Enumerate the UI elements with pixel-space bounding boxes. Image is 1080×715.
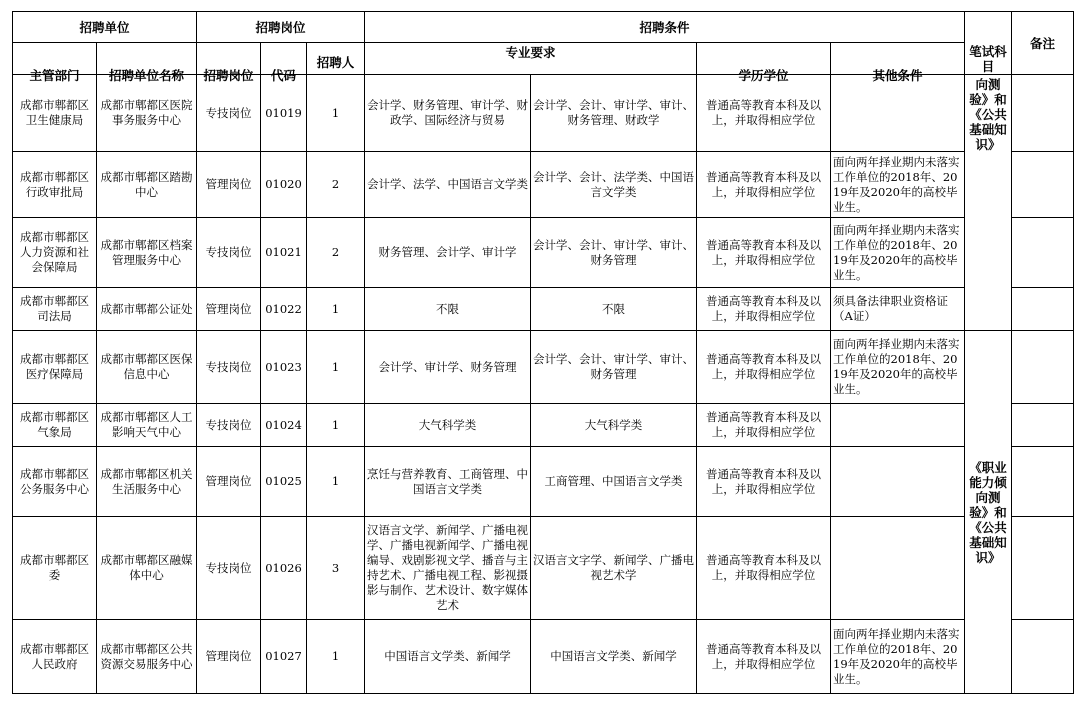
competent-dept-cell: 成都市郫都区委 [13,517,97,620]
unit-name-cell: 成都市郫都区医保信息中心 [97,331,197,404]
written-exam-text-b: 《职业能力倾向测验》和《公共基础知识》 [969,459,1007,565]
header-written-exam-text: 笔试科目 [969,44,1007,74]
header-num: 招聘人 [307,43,365,75]
header-competent-dept: 主管部门 [29,68,80,83]
table-row [13,152,1074,218]
remark-cell [1012,152,1074,218]
post-cell: 专技岗位 [197,218,261,288]
other-cond-cell: 面向两年择业期内未落实工作单位的2018年、2019年及2020年的高校毕业生。 [831,152,965,218]
table-row [13,620,1074,694]
header-major-req: 专业要求 [365,43,697,75]
header-condition-group: 招聘条件 [365,12,965,43]
code-cell: 01023 [261,331,307,404]
education-cell: 普通高等教育本科及以上，并取得相应学位 [697,218,831,288]
major-undergrad-cell: 会计学、法学、中国语言文学类 [365,152,531,218]
competent-dept-cell: 成都市郫都区人民政府 [13,620,97,694]
recruitment-table [12,11,1074,694]
written-exam-cell-b [965,331,1012,694]
num-cell: 1 [307,75,365,152]
major-grad-cell: 中国语言文学类、新闻学 [531,620,697,694]
remark-cell [1012,404,1074,447]
education-cell: 普通高等教育本科及以上，并取得相应学位 [697,517,831,620]
remark-cell [1012,75,1074,152]
header-written-exam [965,12,1012,75]
header-unit-name: 招聘单位名称 [109,68,185,83]
education-cell: 普通高等教育本科及以上，并取得相应学位 [697,152,831,218]
header-post: 招聘岗位 [203,68,254,83]
num-cell: 1 [307,331,365,404]
num-cell: 2 [307,218,365,288]
other-cond-cell [831,447,965,517]
unit-name-cell: 成都市郫都区公共资源交易服务中心 [97,620,197,694]
competent-dept-cell: 成都市郫都区司法局 [13,288,97,331]
num-cell: 1 [307,404,365,447]
post-cell: 管理岗位 [197,152,261,218]
table-row [13,288,1074,331]
major-undergrad-cell: 中国语言文学类、新闻学 [365,620,531,694]
major-undergrad-cell: 不限 [365,288,531,331]
table-row [13,447,1074,517]
unit-name-cell: 成都市郫都区机关生活服务中心 [97,447,197,517]
code-cell: 01027 [261,620,307,694]
post-cell: 专技岗位 [197,75,261,152]
major-grad-cell: 会计学、会计、审计学、审计、财务管理 [531,331,697,404]
major-undergrad-cell: 大气科学类 [365,404,531,447]
num-cell: 3 [307,517,365,620]
unit-name-cell: 成都市郫都区档案管理服务中心 [97,218,197,288]
code-cell: 01024 [261,404,307,447]
major-undergrad-cell: 财务管理、会计学、审计学 [365,218,531,288]
post-cell: 专技岗位 [197,404,261,447]
competent-dept-cell: 成都市郫都区人力资源和社会保障局 [13,218,97,288]
other-cond-cell [831,404,965,447]
competent-dept-cell: 成都市郫都区气象局 [13,404,97,447]
competent-dept-cell: 成都市郫都区卫生健康局 [13,75,97,152]
education-cell: 普通高等教育本科及以上，并取得相应学位 [697,288,831,331]
table-row [13,331,1074,404]
education-cell: 普通高等教育本科及以上，并取得相应学位 [697,620,831,694]
code-cell: 01021 [261,218,307,288]
header-remark: 备注 [1012,12,1074,75]
other-cond-cell [831,517,965,620]
major-grad-cell: 不限 [531,288,697,331]
table-row [13,404,1074,447]
code-cell: 01019 [261,75,307,152]
table-row [13,517,1074,620]
num-cell: 1 [307,447,365,517]
other-cond-cell: 面向两年择业期内未落实工作单位的2018年、2019年及2020年的高校毕业生。 [831,620,965,694]
unit-name-cell: 成都市郫都区人工影响天气中心 [97,404,197,447]
header-education: 学历学位 [738,68,789,83]
major-undergrad-cell: 烹饪与营养教育、工商管理、中国语言文学类 [365,447,531,517]
written-exam-text-a: 向测验》和《公共基础知识》 [969,77,1007,152]
header-post-group: 招聘岗位 [197,12,365,43]
remark-cell [1012,517,1074,620]
competent-dept-cell: 成都市郫都区行政审批局 [13,152,97,218]
num-cell: 1 [307,288,365,331]
code-cell: 01020 [261,152,307,218]
major-undergrad-cell: 会计学、审计学、财务管理 [365,331,531,404]
unit-name-cell: 成都市郫都公证处 [97,288,197,331]
major-grad-cell: 会计学、会计、审计学、审计、财务管理、财政学 [531,75,697,152]
post-cell: 专技岗位 [197,517,261,620]
major-undergrad-cell: 汉语言文学、新闻学、广播电视学、广播电视新闻学、广播电视编导、戏剧影视文学、播音与主持艺术、广播电视工程、影视摄影与制作、艺术设计、数字媒体艺术 [365,517,531,620]
table-row [13,75,1074,152]
unit-name-cell: 成都市郫都区踏勘中心 [97,152,197,218]
unit-name-cell: 成都市郫都区融媒体中心 [97,517,197,620]
education-cell: 普通高等教育本科及以上，并取得相应学位 [697,75,831,152]
major-grad-cell: 汉语言文字学、新闻学、广播电视艺术学 [531,517,697,620]
education-cell: 普通高等教育本科及以上，并取得相应学位 [697,331,831,404]
competent-dept-cell: 成都市郫都区医疗保障局 [13,331,97,404]
post-cell: 专技岗位 [197,331,261,404]
remark-cell [1012,620,1074,694]
remark-cell [1012,447,1074,517]
post-cell: 管理岗位 [197,620,261,694]
competent-dept-cell: 成都市郫都区公务服务中心 [13,447,97,517]
header-other-conditions: 其他条件 [872,68,923,83]
major-grad-cell: 工商管理、中国语言文学类 [531,447,697,517]
remark-cell [1012,218,1074,288]
major-grad-cell: 会计学、会计、审计学、审计、财务管理 [531,218,697,288]
num-cell: 2 [307,152,365,218]
major-grad-cell: 会计学、会计、法学类、中国语言文学类 [531,152,697,218]
education-cell: 普通高等教育本科及以上，并取得相应学位 [697,404,831,447]
header-row-2 [13,43,1074,75]
remark-cell [1012,288,1074,331]
unit-name-cell: 成都市郫都区医院事务服务中心 [97,75,197,152]
written-exam-cell-a [965,75,1012,331]
code-cell: 01025 [261,447,307,517]
header-row-1 [13,12,1074,43]
code-cell: 01026 [261,517,307,620]
other-cond-cell: 面向两年择业期内未落实工作单位的2018年、2019年及2020年的高校毕业生。 [831,331,965,404]
num-cell: 1 [307,620,365,694]
header-code: 代码 [271,68,297,83]
major-undergrad-cell: 会计学、财务管理、审计学、财政学、国际经济与贸易 [365,75,531,152]
major-grad-cell: 大气科学类 [531,404,697,447]
other-cond-cell [831,75,965,152]
code-cell: 01022 [261,288,307,331]
other-cond-cell: 须具备法律职业资格证（A证） [831,288,965,331]
header-unit-group: 招聘单位 [13,12,197,43]
post-cell: 管理岗位 [197,447,261,517]
other-cond-cell: 面向两年择业期内未落实工作单位的2018年、2019年及2020年的高校毕业生。 [831,218,965,288]
remark-cell [1012,331,1074,404]
post-cell: 管理岗位 [197,288,261,331]
table-row [13,218,1074,288]
education-cell: 普通高等教育本科及以上，并取得相应学位 [697,447,831,517]
